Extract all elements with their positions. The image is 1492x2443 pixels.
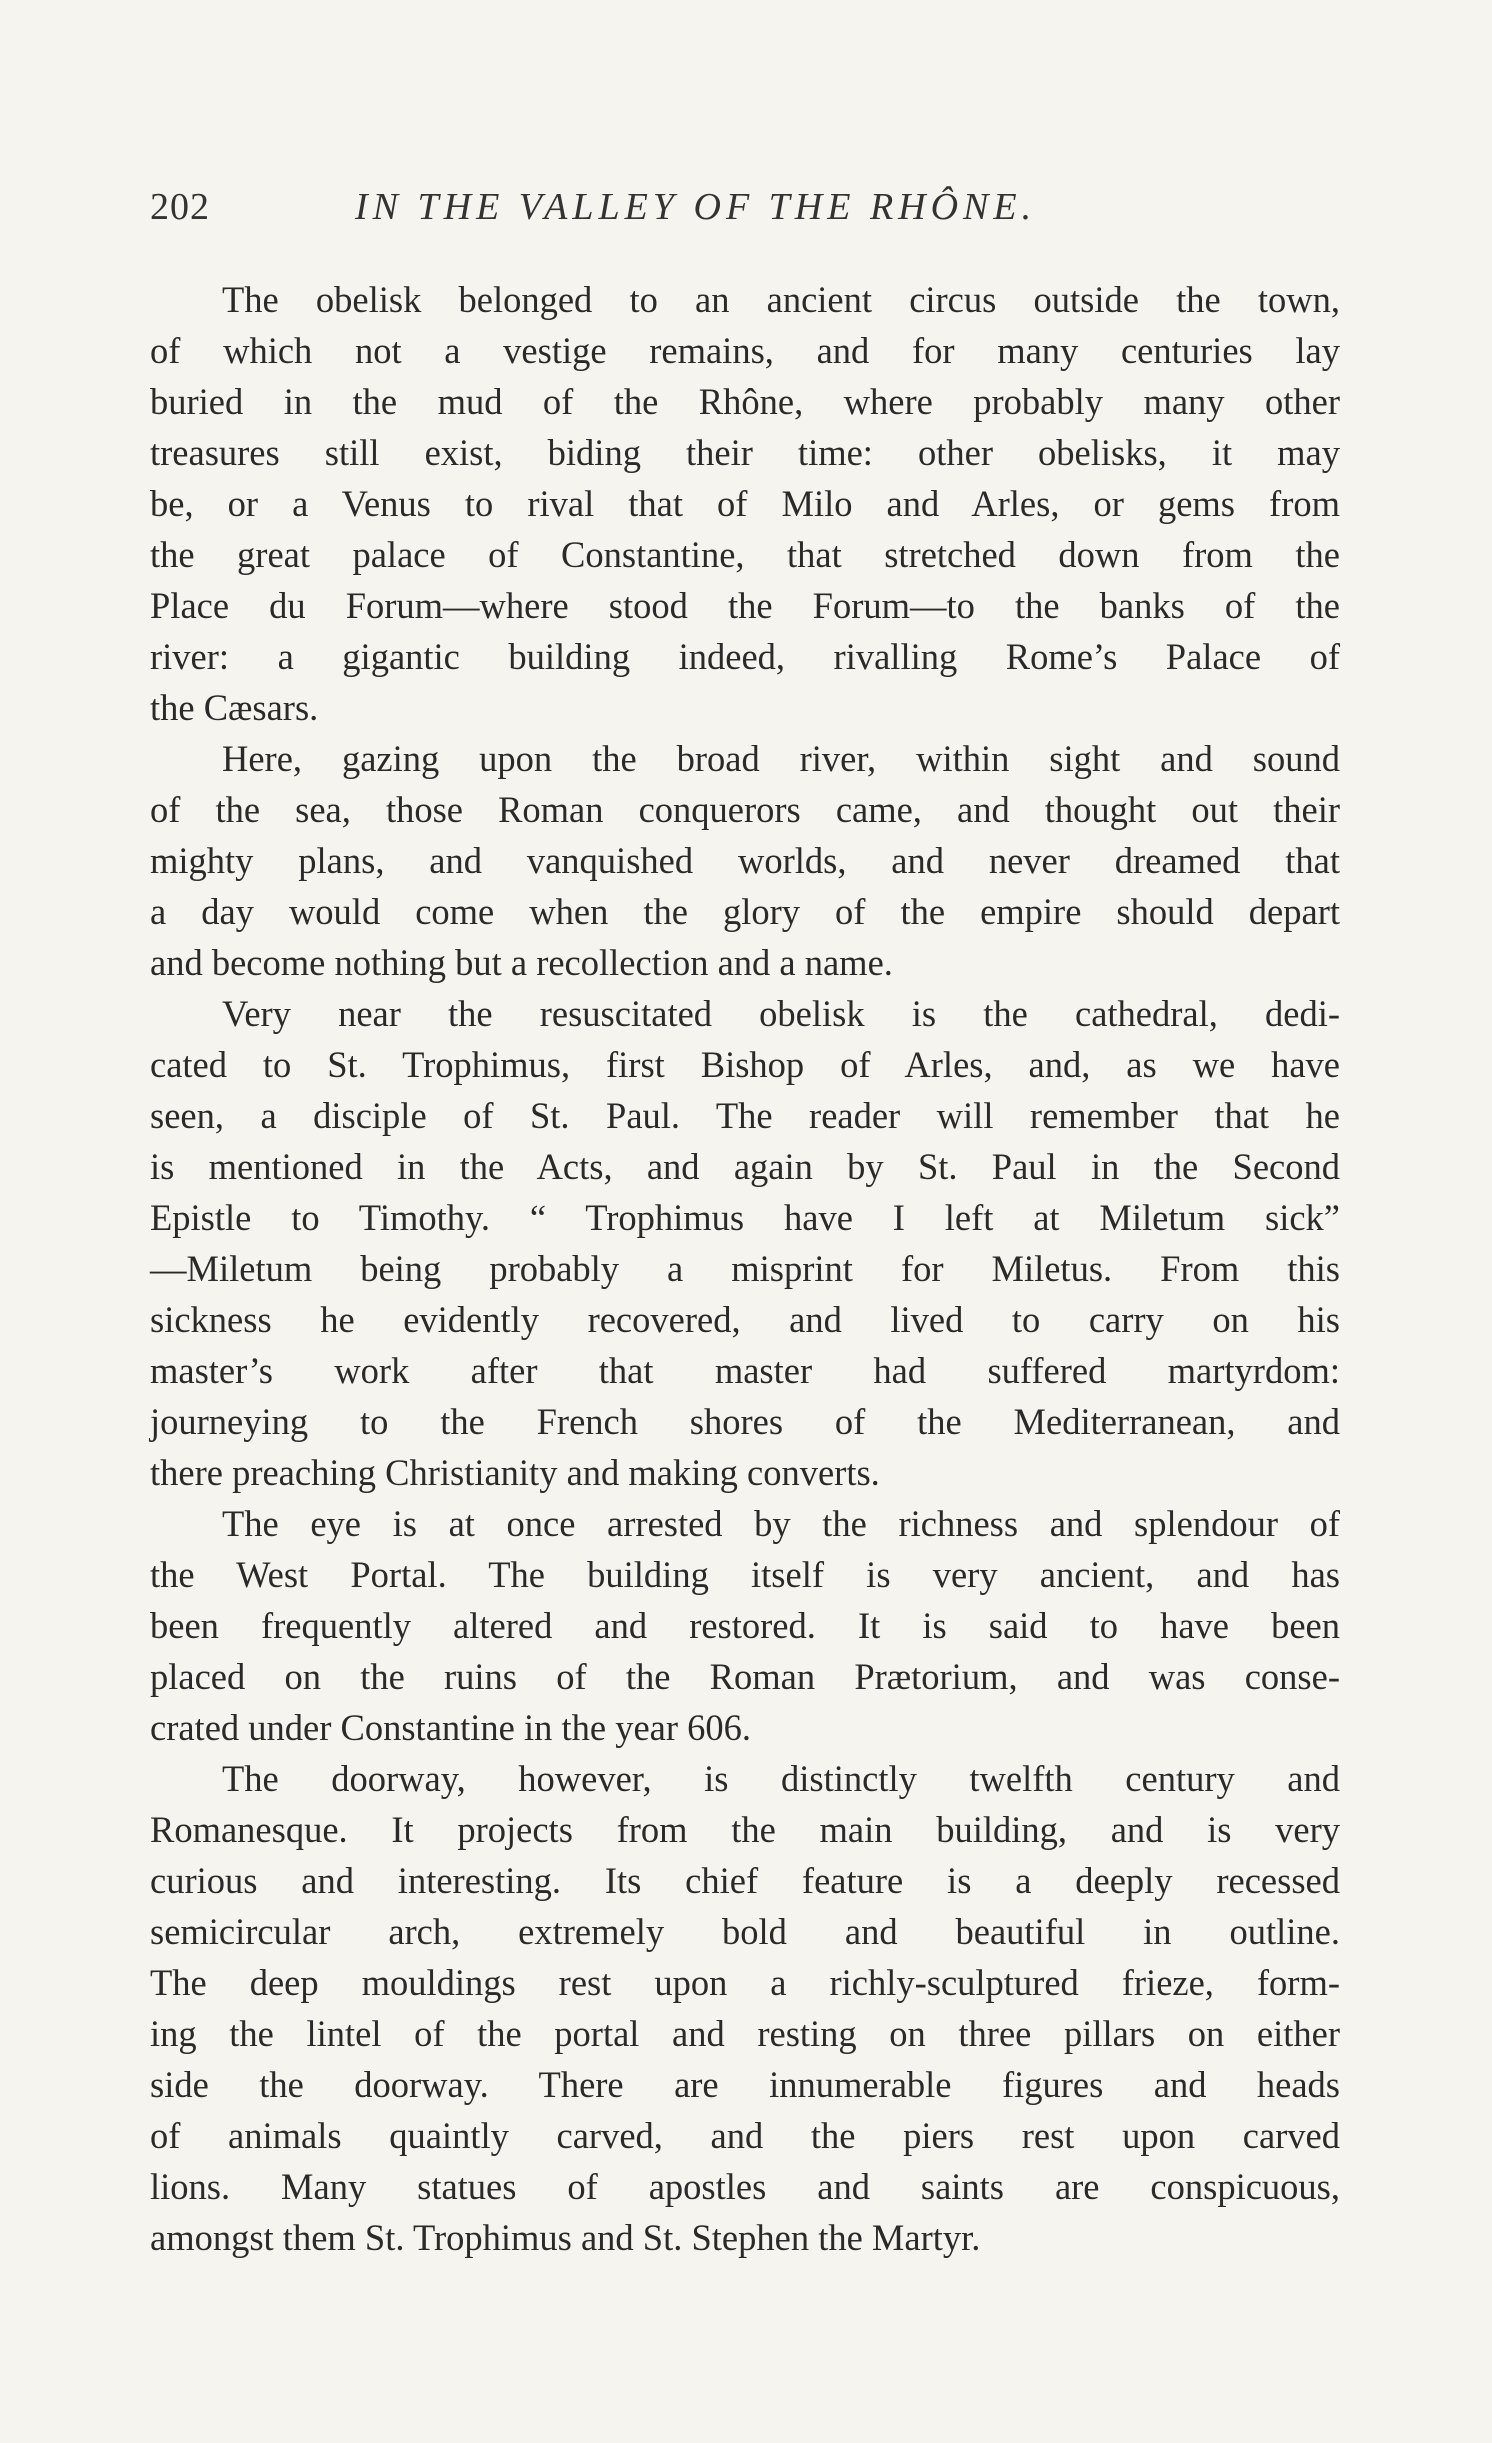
text-line: there preaching Christianity and making converts. — [150, 1452, 880, 1493]
text-line: master’s work after that master had suffered martyrdom: — [150, 1350, 1340, 1391]
text-line: curious and interesting. Its chief feature is a deeply recessed — [150, 1860, 1340, 1901]
text-line: a day would come when the glory of the empire should depart — [150, 891, 1340, 932]
text-line: been frequently altered and restored. It is said to have been — [150, 1605, 1340, 1646]
text-line: of the sea, those Roman conquerors came, and thought out their — [150, 789, 1340, 830]
text-line: Epistle to Timothy. “ Trophimus have I left at Miletum sick” — [150, 1197, 1340, 1238]
text-line: and become nothing but a recollection and a name. — [150, 942, 893, 983]
text-line: buried in the mud of the Rhône, where probably many other — [150, 381, 1340, 422]
text-line: The obelisk belonged to an ancient circus outside the town, — [222, 279, 1340, 320]
text-line: be, or a Venus to rival that of Milo and Arles, or gems from — [150, 483, 1340, 524]
text-line: of which not a vestige remains, and for many centuries lay — [150, 330, 1340, 371]
text-line: the Cæsars. — [150, 687, 319, 728]
text-line: sickness he evidently recovered, and lived to carry on his — [150, 1299, 1340, 1340]
paragraph-1 — [150, 274, 1340, 733]
text-line: journeying to the French shores of the Mediterranean, and — [150, 1401, 1340, 1442]
text-line: treasures still exist, biding their time: other obelisks, it may — [150, 432, 1340, 473]
text-line: The eye is at once arrested by the richness and splendour of — [222, 1503, 1340, 1544]
text-line: of animals quaintly carved, and the piers rest upon carved — [150, 2115, 1340, 2156]
text-line: ing the lintel of the portal and resting on three pillars on either — [150, 2013, 1340, 2054]
text-line: mighty plans, and vanquished worlds, and never dreamed that — [150, 840, 1340, 881]
running-title: IN THE VALLEY OF THE RHÔNE. — [355, 186, 1037, 228]
text-line: placed on the ruins of the Roman Prætorium, and was conse- — [150, 1656, 1340, 1697]
page-header — [150, 185, 1340, 245]
text-line: —Miletum being probably a misprint for Miletus. From this — [150, 1248, 1340, 1289]
text-line: The deep mouldings rest upon a richly-sculptured frieze, form- — [150, 1962, 1340, 2003]
paragraph-5 — [150, 1753, 1340, 2263]
text-line: side the doorway. There are innumerable figures and heads — [150, 2064, 1340, 2105]
paragraph-2 — [150, 733, 1340, 988]
text-line: Here, gazing upon the broad river, within sight and sound — [222, 738, 1340, 779]
text-line: Romanesque. It projects from the main building, and is very — [150, 1809, 1340, 1850]
body-text — [150, 274, 1340, 2263]
text-line: seen, a disciple of St. Paul. The reader will remember that he — [150, 1095, 1340, 1136]
text-line: river: a gigantic building indeed, rivalling Rome’s Palace of — [150, 636, 1340, 677]
text-line: is mentioned in the Acts, and again by St. Paul in the Second — [150, 1146, 1340, 1187]
text-line: lions. Many statues of apostles and saints are conspicuous, — [150, 2166, 1340, 2207]
text-line: The doorway, however, is distinctly twelfth century and — [222, 1758, 1340, 1799]
text-line: Place du Forum—where stood the Forum—to the banks of the — [150, 585, 1340, 626]
text-line: crated under Constantine in the year 606. — [150, 1707, 752, 1748]
paragraph-3 — [150, 988, 1340, 1498]
page-number: 202 — [150, 186, 210, 228]
text-line: amongst them St. Trophimus and St. Stephen the Martyr. — [150, 2217, 981, 2258]
text-line: Very near the resuscitated obelisk is the cathedral, dedi- — [222, 993, 1340, 1034]
text-line: cated to St. Trophimus, first Bishop of Arles, and, as we have — [150, 1044, 1340, 1085]
paragraph-4 — [150, 1498, 1340, 1753]
text-line: the great palace of Constantine, that stretched down from the — [150, 534, 1340, 575]
text-line: semicircular arch, extremely bold and beautiful in outline. — [150, 1911, 1340, 1952]
text-line: the West Portal. The building itself is very ancient, and has — [150, 1554, 1340, 1595]
